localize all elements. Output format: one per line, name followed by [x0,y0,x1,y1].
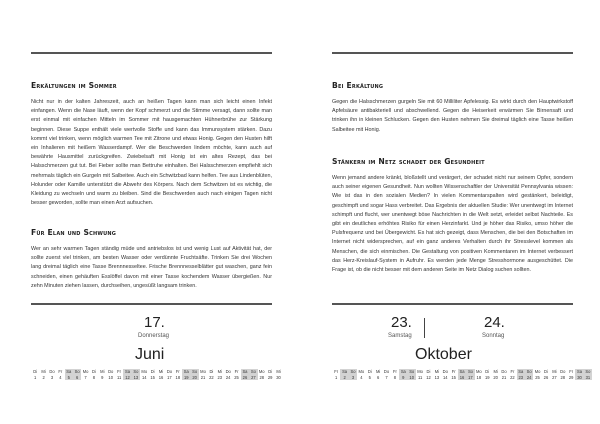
strip-daynum: 7 [84,374,87,380]
strip-daynum: 2 [340,375,348,381]
strip-weekday: Mo [200,369,206,374]
article-heading-staenkern: Stänkern im Netz schadet der Gesundheit [332,157,485,166]
strip-daynum: 26 [543,374,549,380]
strip-day [258,369,266,380]
strip-weekday: Di [544,369,548,374]
strip-daynum: 18 [476,374,482,380]
strip-weekday: Fr [117,369,122,374]
strip-day [449,369,457,380]
strip-weekday: Fr [334,369,339,374]
strip-day [408,369,416,380]
strip-weekday: Do [166,369,173,374]
strip-day [274,369,282,380]
bottom-rule-right [332,303,573,305]
strip-daynum: 4 [59,374,62,380]
strip-daynum: 2 [42,374,45,380]
strip-weekday: Mo [475,369,482,374]
strip-day [441,369,449,380]
strip-day [458,369,466,380]
strip-daynum: 16 [158,374,164,380]
strip-weekday: Mo [417,369,423,374]
strip-daynum: 24 [225,374,231,380]
strip-daynum: 9 [101,374,104,380]
strip-weekday: So [409,369,415,374]
strip-weekday: Mi [375,369,381,374]
strip-daynum: 11 [116,374,122,380]
top-rule-right [332,52,573,54]
strip-weekday: So [74,369,80,374]
strip-day [424,369,432,380]
strip-daynum: 21 [501,374,507,380]
strip-weekday: Sa [242,369,248,374]
strip-daynum: 27 [251,374,256,380]
strip-weekday: So [526,369,532,374]
strip-day [98,369,106,380]
strip-day [575,369,583,380]
strip-weekday: Mo [534,369,541,374]
right-page [300,0,600,424]
strip-day [374,369,382,380]
strip-daynum: 21 [200,374,206,380]
strip-daynum: 7 [385,374,388,380]
strip-day [157,369,165,380]
strip-day [207,369,215,380]
strip-daynum: 23 [217,374,223,380]
strip-daynum: 25 [535,374,540,380]
strip-day [199,369,207,380]
strip-day [382,369,390,380]
strip-day [216,369,224,380]
strip-daynum: 20 [192,374,197,380]
strip-daynum: 12 [426,374,431,380]
article-heading-elan: Für Elan und Schwung [31,228,117,237]
month-name: Juni [135,346,165,363]
strip-daynum: 29 [568,374,574,380]
strip-weekday: Sa [518,369,524,374]
strip-weekday: Fr [569,369,574,374]
strip-daynum: 17 [468,374,473,380]
strip-daynum: 22 [209,374,214,380]
strip-day [182,369,190,380]
strip-day [559,369,567,380]
strip-day [132,369,140,380]
strip-day [500,369,508,380]
strip-day [508,369,516,380]
strip-day [533,369,541,380]
strip-weekday: Fr [510,369,515,374]
strip-weekday: So [133,369,139,374]
strip-day [391,369,399,380]
strip-day [224,369,232,380]
strip-day [148,369,156,380]
strip-daynum: 30 [577,374,582,380]
strip-daynum: 6 [377,374,380,380]
strip-weekday: Do [225,369,231,374]
strip-day [115,369,123,380]
strip-weekday: Do [383,369,390,374]
strip-daynum: 20 [493,374,498,380]
top-rule-left [31,52,272,54]
strip-day [123,369,131,380]
strip-weekday: Mi [434,369,440,374]
strip-daynum: 26 [242,374,248,380]
strip-daynum: 25 [234,374,239,380]
strip-weekday: Mo [82,369,89,374]
strip-day [517,369,525,380]
strip-day [241,369,249,380]
strip-weekday: So [585,369,591,374]
strip-daynum: 1 [34,374,37,380]
strip-weekday: Mi [276,369,281,374]
strip-day [165,369,173,380]
strip-day [266,369,274,380]
strip-day [433,369,441,380]
strip-day [65,369,73,380]
date-weekday: Donnerstag [138,333,170,339]
strip-daynum: 8 [92,374,96,380]
strip-daynum: 15 [451,374,456,380]
strip-daynum: 9 [399,375,407,381]
strip-daynum: 30 [276,374,281,380]
strip-daynum: 24 [526,374,532,380]
strip-daynum: 5 [65,375,73,381]
strip-weekday: Sa [400,369,406,374]
strip-day [140,369,148,380]
article-body-erkaeltungen: Nicht nur in der kalten Jahreszeit, auch an heißen Tagen kann man sich leicht einen Infekt einfangen. Wenn die Nase läuft, wenn der Kopf schmerzt und die Stimme versagt, dann sollte man erst einmal mit einfachen Mitteln im Sommer mit hausgemachten Hühnerbrühe zur Stärkung beginnen. Diese Suppe enthält viele wertvolle Stoffe und kann das Immunsystem stärken. Dazu kommt viel trinken, wenn möglich warmen Tee mit Zitrone und etwas Honig. Gegen den Husten hilft ein Inhalieren mit heißem Wasserdampf. Wer die Beschwerden lindern möchte, kann auch auf bewährte Hausmittel zurückgreifen. Zwiebelsaft mit Honig ist ein altes Rezept, das bei Halsschmerzen gut tut. Bei Fieber sollte man Bettruhe einhalten. Bei Halsschmerzen empfiehlt sich mehrmals täglich ein Gurgeln mit Salbeitee. Auch ein Schwitzbad kann helfen. Tee aus Lindenblüten, Holunder oder Kamille unterstützt die Abwehr des Körpers. Nach dem Schwitzen ist es wichtig, die Kleidung zu wechseln und warm zu bleiben. Sind die Beschwerden auch nach einigen Tagen nicht besser geworden, sollte man einen Arzt aufsuchen. [31,99,272,207]
strip-day [357,369,365,380]
strip-weekday: Mo [141,369,148,374]
strip-day [90,369,98,380]
strip-daynum: 27 [552,374,557,380]
strip-weekday: Di [33,369,38,374]
strip-daynum: 29 [267,374,273,380]
article-body-bei-erkaeltung: Gegen die Halsschmerzen gurgeln Sie mit 60 Milliliter Apfelessig. Es wirkt durch den Hauptwirkstoff Apfelsäure antibakteriell und abschwellend. Gegen die Heiserkeit erwärmen Sie Birnensaft und trinken ihn in kleinen Schlucken. Gegen den Husten nehmen Sie dreimal täglich eine Tasse heißen Salbeitee mit Honig. [332,99,573,133]
strip-day [48,369,56,380]
strip-daynum: 14 [141,374,147,380]
month-strip-juni [31,369,283,380]
strip-daynum: 3 [50,374,54,380]
strip-daynum: 4 [360,374,363,380]
strip-weekday: Sa [124,369,130,374]
date-divider [424,318,425,338]
strip-daynum: 8 [393,374,397,380]
strip-weekday: Di [91,369,96,374]
strip-weekday: Sa [577,369,583,374]
strip-weekday: So [250,369,256,374]
strip-weekday: Mi [41,369,46,374]
strip-daynum: 31 [585,374,591,380]
date-day-2: 24. [484,314,505,331]
strip-weekday: Sa [66,369,72,374]
strip-weekday: Mi [100,369,105,374]
strip-daynum: 28 [259,374,265,380]
strip-day [475,369,483,380]
strip-weekday: Mo [258,369,265,374]
strip-weekday: Di [367,369,372,374]
article-heading-erkaeltungen: Erkältungen im Sommer [31,81,117,90]
strip-daynum: 18 [175,374,181,380]
strip-day [550,369,558,380]
strip-daynum: 19 [484,374,490,380]
strip-daynum: 10 [409,374,414,380]
strip-daynum: 15 [150,374,155,380]
strip-day [567,369,575,380]
strip-weekday: Fr [234,369,239,374]
month-name: Oktober [415,346,472,363]
strip-weekday: Do [560,369,566,374]
strip-daynum: 14 [442,374,448,380]
article-body-staenkern: Wenn jemand andere kränkt, bloßstellt und verärgert, der schadet nicht nur seinem Opfer, sondern auch seiner eigenen Gesundheit. Nun wollten Wissenschaftler der Universität Pennsylvania wissen: Wie ist das in den sozialen Medien? In vielen Kommentarspalten wird gestänkert, beleidigt, geschimpft und sogar Hass verbreitet. Das Ergebnis der aktuellen Studie: Wer unentwegt im Internet schimpft und flucht, wer unentwegt böse Nachrichten in die Welt setzt, erleidet selbst Nachteile. Es gibt ein deutliches erhöhtes Risiko für einen Herzinfarkt. Und je höher das Risiko, umso höher die Pulsfrequenz und bei Übergewicht. Es hat sich gezeigt, dass Menschen, die bei den Botschaften im Internet nicht widersprechen, auf ein ganz anderes Verhalten durch ihr Stresslevel kommen als Menschen, die sich einmischen. Die Gestaltung von positiven Kommentaren im Internet verbessert das Herz-Kreislauf-System in Aufruhr. Es werden jede Menge Stresshormone ausgeschüttet. Die Frage ist, ob die nicht besser mit dem anderen Seite im Netz Dialog suchen sollten. [332,175,573,274]
strip-daynum: 1 [335,374,338,380]
strip-weekday: Mi [552,369,557,374]
date-weekday-2: Sonntag [482,333,505,339]
strip-day [525,369,533,380]
date-day: 17. [144,314,165,331]
strip-daynum: 11 [417,374,423,380]
strip-weekday: Fr [392,369,397,374]
strip-weekday: Do [108,369,114,374]
strip-daynum: 3 [349,375,357,381]
strip-day [491,369,499,380]
strip-daynum: 19 [183,374,189,380]
month-strip-oktober [332,369,592,380]
strip-daynum: 10 [108,374,113,380]
strip-weekday: Fr [451,369,456,374]
strip-daynum: 23 [518,374,524,380]
strip-day [466,369,474,380]
strip-day [73,369,81,380]
strip-day [340,369,348,380]
strip-weekday: Sa [183,369,189,374]
strip-day [416,369,424,380]
strip-day [542,369,550,380]
strip-day [584,369,592,380]
strip-day [332,369,340,380]
strip-day [190,369,198,380]
article-body-elan: Wer an sehr warmen Tagen ständig müde und antriebslos ist und wenig Lust auf Aktivität hat, der sollte zuerst viel trinken, am besten Wasser oder verdünnte Fruchtsäfte. Trinken Sie drei Wochen lang dreimal täglich eine Tasse Brennnesseltee. Frische Brennnesselblätter gut waschen, ganz fein schneiden, einen gehäuften Esslöffel davon mit einer Tasse kochendem Wasser übergießen. Nur zehn Minuten ziehen lassen, durchseihen, ungesüßt langsam trinken. [31,246,272,289]
strip-weekday: Do [49,369,55,374]
strip-weekday: Di [426,369,431,374]
strip-day [31,369,39,380]
strip-weekday: Fr [175,369,180,374]
strip-daynum: 16 [459,374,465,380]
strip-day [107,369,115,380]
strip-weekday: Sa [342,369,348,374]
strip-day [174,369,182,380]
strip-day [399,369,407,380]
strip-weekday: So [350,369,356,374]
strip-weekday: Sa [459,369,465,374]
strip-weekday: Fr [58,369,63,374]
strip-day [56,369,64,380]
strip-day [366,369,374,380]
strip-weekday: So [467,369,473,374]
strip-weekday: Mo [358,369,365,374]
strip-day [232,369,240,380]
strip-daynum: 28 [560,374,566,380]
strip-daynum: 5 [368,374,371,380]
strip-daynum: 13 [434,374,440,380]
strip-day [39,369,47,380]
strip-daynum: 6 [73,375,81,381]
strip-daynum: 12 [125,374,130,380]
strip-daynum: 17 [167,374,172,380]
strip-weekday: So [192,369,198,374]
strip-daynum: 13 [133,374,139,380]
strip-weekday: Mi [217,369,222,374]
bottom-rule-left [31,303,272,305]
strip-daynum: 22 [510,374,515,380]
strip-weekday: Do [442,369,448,374]
strip-day [483,369,491,380]
date-weekday-1: Samstag [388,333,412,339]
strip-weekday: Di [485,369,490,374]
strip-weekday: Mi [493,369,498,374]
strip-day [81,369,89,380]
strip-weekday: Do [501,369,507,374]
strip-weekday: Di [150,369,155,374]
article-heading-bei-erkaeltung: Bei Erkältung [332,81,384,90]
date-day-1: 23. [391,314,412,331]
strip-weekday: Di [268,369,273,374]
strip-day [349,369,357,380]
strip-day [249,369,257,380]
strip-weekday: Di [209,369,214,374]
strip-weekday: Mi [158,369,164,374]
